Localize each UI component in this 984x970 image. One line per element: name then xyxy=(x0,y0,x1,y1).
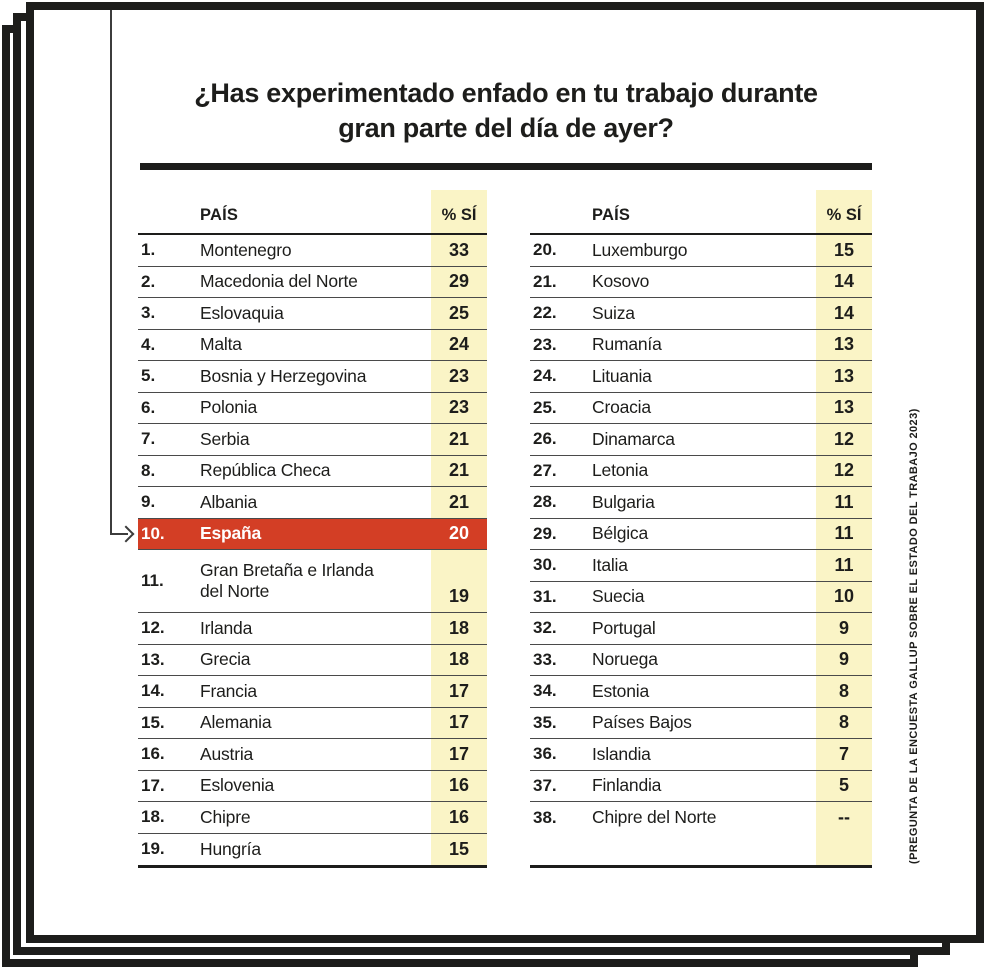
table-row xyxy=(138,708,487,740)
chart-title xyxy=(140,76,872,146)
table-row xyxy=(530,582,872,614)
value-cell: 15 xyxy=(833,239,855,260)
rank-cell: 12. xyxy=(141,618,165,638)
table-row xyxy=(138,645,487,677)
value-cell: 16 xyxy=(448,806,470,827)
rank-cell: 33. xyxy=(533,649,557,669)
country-cell: Dinamarca xyxy=(592,428,675,449)
country-cell: Eslovenia xyxy=(200,775,275,796)
table-row xyxy=(530,613,872,645)
value-cell: 20 xyxy=(448,523,470,544)
table-row xyxy=(138,424,487,456)
rank-cell: 16. xyxy=(141,744,165,764)
rank-cell: 35. xyxy=(533,712,557,732)
country-cell: Bosnia y Herzegovina xyxy=(200,365,367,386)
table-row xyxy=(530,424,872,456)
table-row xyxy=(530,361,872,393)
source-note: (PREGUNTA DE LA ENCUESTA GALLUP SOBRE EL ESTADO DEL TRABAJO 2023) xyxy=(908,408,920,864)
value-cell: 11 xyxy=(834,491,854,512)
table-row xyxy=(530,708,872,740)
chart-title-line1: ¿Has experimentado enfado en tu trabajo durante xyxy=(194,78,818,108)
value-cell: 5 xyxy=(838,775,849,796)
value-cell: 29 xyxy=(448,271,470,292)
rank-cell: 36. xyxy=(533,744,557,764)
value-cell: 9 xyxy=(838,649,849,670)
country-cell: Hungría xyxy=(200,838,261,859)
value-cell: 15 xyxy=(448,838,470,859)
table-row xyxy=(530,235,872,267)
country-cell: Suecia xyxy=(592,586,645,607)
value-cell: 25 xyxy=(448,302,470,323)
country-cell: Portugal xyxy=(592,617,656,638)
country-line2: del Norte xyxy=(200,581,270,601)
value-cell: 21 xyxy=(448,460,470,481)
value-cell: 11 xyxy=(834,554,854,575)
rank-cell: 24. xyxy=(533,366,557,386)
value-cell: 17 xyxy=(448,680,470,701)
highlight-arrow-vertical-line xyxy=(110,10,112,534)
table-row xyxy=(138,676,487,708)
ranking-table-right xyxy=(530,190,872,868)
country-cell: Letonia xyxy=(592,460,649,481)
rank-cell: 4. xyxy=(141,334,156,354)
table-row xyxy=(530,393,872,425)
rank-cell: 5. xyxy=(141,366,156,386)
table-row xyxy=(530,802,872,834)
table-row xyxy=(530,330,872,362)
value-cell: 21 xyxy=(448,491,470,512)
value-cell: 18 xyxy=(448,649,470,670)
ranking-table-left xyxy=(138,190,487,868)
country-cell: Polonia xyxy=(200,397,257,418)
value-cell: 24 xyxy=(448,334,470,355)
country-cell: Grecia xyxy=(200,649,251,670)
country-cell: Malta xyxy=(200,334,242,355)
country-cell: Bélgica xyxy=(592,523,648,544)
country-cell: Estonia xyxy=(592,680,649,701)
country-cell: Francia xyxy=(200,680,257,701)
value-cell: 11 xyxy=(834,523,854,544)
country-cell: Irlanda xyxy=(200,617,253,638)
rank-cell: 17. xyxy=(141,775,165,795)
country-cell: Islandia xyxy=(592,743,651,764)
value-cell: 8 xyxy=(838,680,849,701)
country-cell: Macedonia del Norte xyxy=(200,271,358,292)
table-row xyxy=(530,487,872,519)
table-row xyxy=(138,361,487,393)
value-cell: 12 xyxy=(833,428,855,449)
value-cell: 8 xyxy=(838,712,849,733)
rank-cell: 18. xyxy=(141,807,165,827)
value-cell: 10 xyxy=(833,586,855,607)
rank-cell: 14. xyxy=(141,681,165,701)
country-cell: Países Bajos xyxy=(592,712,692,733)
value-cell: 16 xyxy=(448,775,470,796)
column-header-country: PAÍS xyxy=(592,206,631,224)
value-cell: 13 xyxy=(833,365,855,386)
table-row xyxy=(138,456,487,488)
country-cell: Bulgaria xyxy=(592,491,655,512)
country-cell: Noruega xyxy=(592,649,658,670)
rank-cell: 38. xyxy=(533,807,557,827)
rank-cell: 23. xyxy=(533,334,557,354)
rank-cell: 29. xyxy=(533,523,557,543)
table-row xyxy=(138,550,487,613)
country-cell xyxy=(200,560,431,602)
rank-cell: 32. xyxy=(533,618,557,638)
rank-cell: 19. xyxy=(141,839,165,859)
table-row xyxy=(138,298,487,330)
country-cell: República Checa xyxy=(200,460,331,481)
rows-right xyxy=(530,235,872,865)
rank-cell: 27. xyxy=(533,460,557,480)
country-cell: Chipre del Norte xyxy=(592,807,717,828)
country-cell: Eslovaquia xyxy=(200,302,284,323)
country-cell: Croacia xyxy=(592,397,651,418)
value-cell: 21 xyxy=(448,428,470,449)
table-row xyxy=(530,739,872,771)
value-cell: 17 xyxy=(448,743,470,764)
table-row xyxy=(530,267,872,299)
table-row xyxy=(530,645,872,677)
rank-cell: 8. xyxy=(141,460,156,480)
table-row xyxy=(530,771,872,803)
chart-title-line2: gran parte del día de ayer? xyxy=(338,113,674,143)
rank-cell: 26. xyxy=(533,429,557,449)
value-cell: 18 xyxy=(448,617,470,638)
value-cell: 9 xyxy=(838,617,849,638)
table-row xyxy=(138,330,487,362)
value-cell: 12 xyxy=(833,460,855,481)
value-cell: 23 xyxy=(448,365,470,386)
table-row xyxy=(530,550,872,582)
table-row xyxy=(138,613,487,645)
table-row-highlighted xyxy=(138,519,487,551)
value-cell: 14 xyxy=(833,271,855,292)
country-cell: Alemania xyxy=(200,712,272,733)
table-row xyxy=(530,298,872,330)
country-cell: Serbia xyxy=(200,428,250,449)
table-row xyxy=(530,676,872,708)
country-cell: Austria xyxy=(200,743,254,764)
table-row xyxy=(138,393,487,425)
value-cell: -- xyxy=(838,807,850,828)
rank-cell: 3. xyxy=(141,303,156,323)
rank-cell: 25. xyxy=(533,397,557,417)
rank-cell: 2. xyxy=(141,271,156,291)
value-cell: 19 xyxy=(448,586,470,606)
rank-cell: 31. xyxy=(533,586,557,606)
country-cell: Rumanía xyxy=(592,334,662,355)
rank-cell: 1. xyxy=(141,240,156,260)
table-row xyxy=(530,456,872,488)
table-row xyxy=(530,519,872,551)
rank-cell: 21. xyxy=(533,271,557,291)
country-cell: Finlandia xyxy=(592,775,662,796)
rank-cell: 28. xyxy=(533,492,557,512)
title-divider-rule xyxy=(140,163,872,170)
value-cell: 7 xyxy=(838,743,849,764)
rank-cell: 6. xyxy=(141,397,156,417)
rank-cell: 20. xyxy=(533,240,557,260)
value-cell: 33 xyxy=(448,239,470,260)
column-header-value: % SÍ xyxy=(826,206,862,224)
column-header-value: % SÍ xyxy=(441,206,477,224)
column-header-country: PAÍS xyxy=(200,206,239,224)
table-header xyxy=(138,190,487,235)
rank-cell: 22. xyxy=(533,303,557,323)
country-cell: Luxemburgo xyxy=(592,239,688,260)
value-cell: 17 xyxy=(448,712,470,733)
table-row xyxy=(138,834,487,866)
table-row xyxy=(138,771,487,803)
rank-cell: 15. xyxy=(141,712,165,732)
table-row xyxy=(138,235,487,267)
country-cell: Italia xyxy=(592,554,628,575)
value-cell: 14 xyxy=(833,302,855,323)
value-cell: 13 xyxy=(833,397,855,418)
rank-cell: 30. xyxy=(533,555,557,575)
table-row xyxy=(138,739,487,771)
value-cell: 13 xyxy=(833,334,855,355)
country-cell: Lituania xyxy=(592,365,652,386)
rank-cell: 37. xyxy=(533,775,557,795)
table-row xyxy=(138,267,487,299)
rows-left xyxy=(138,235,487,865)
country-cell: España xyxy=(200,523,262,544)
country-cell: Chipre xyxy=(200,806,251,827)
rank-cell: 13. xyxy=(141,649,165,669)
table-row xyxy=(138,802,487,834)
country-line1: Gran Bretaña e Irlanda xyxy=(200,560,374,580)
rank-cell: 7. xyxy=(141,429,156,449)
country-cell: Suiza xyxy=(592,302,635,323)
rank-cell: 11. xyxy=(141,571,164,590)
table-row xyxy=(138,487,487,519)
rank-cell: 34. xyxy=(533,681,557,701)
country-cell: Albania xyxy=(200,491,257,512)
country-cell: Montenegro xyxy=(200,239,292,260)
value-cell: 23 xyxy=(448,397,470,418)
table-header xyxy=(530,190,872,235)
country-cell: Kosovo xyxy=(592,271,650,292)
rank-cell: 9. xyxy=(141,492,156,512)
rank-cell: 10. xyxy=(141,523,165,543)
